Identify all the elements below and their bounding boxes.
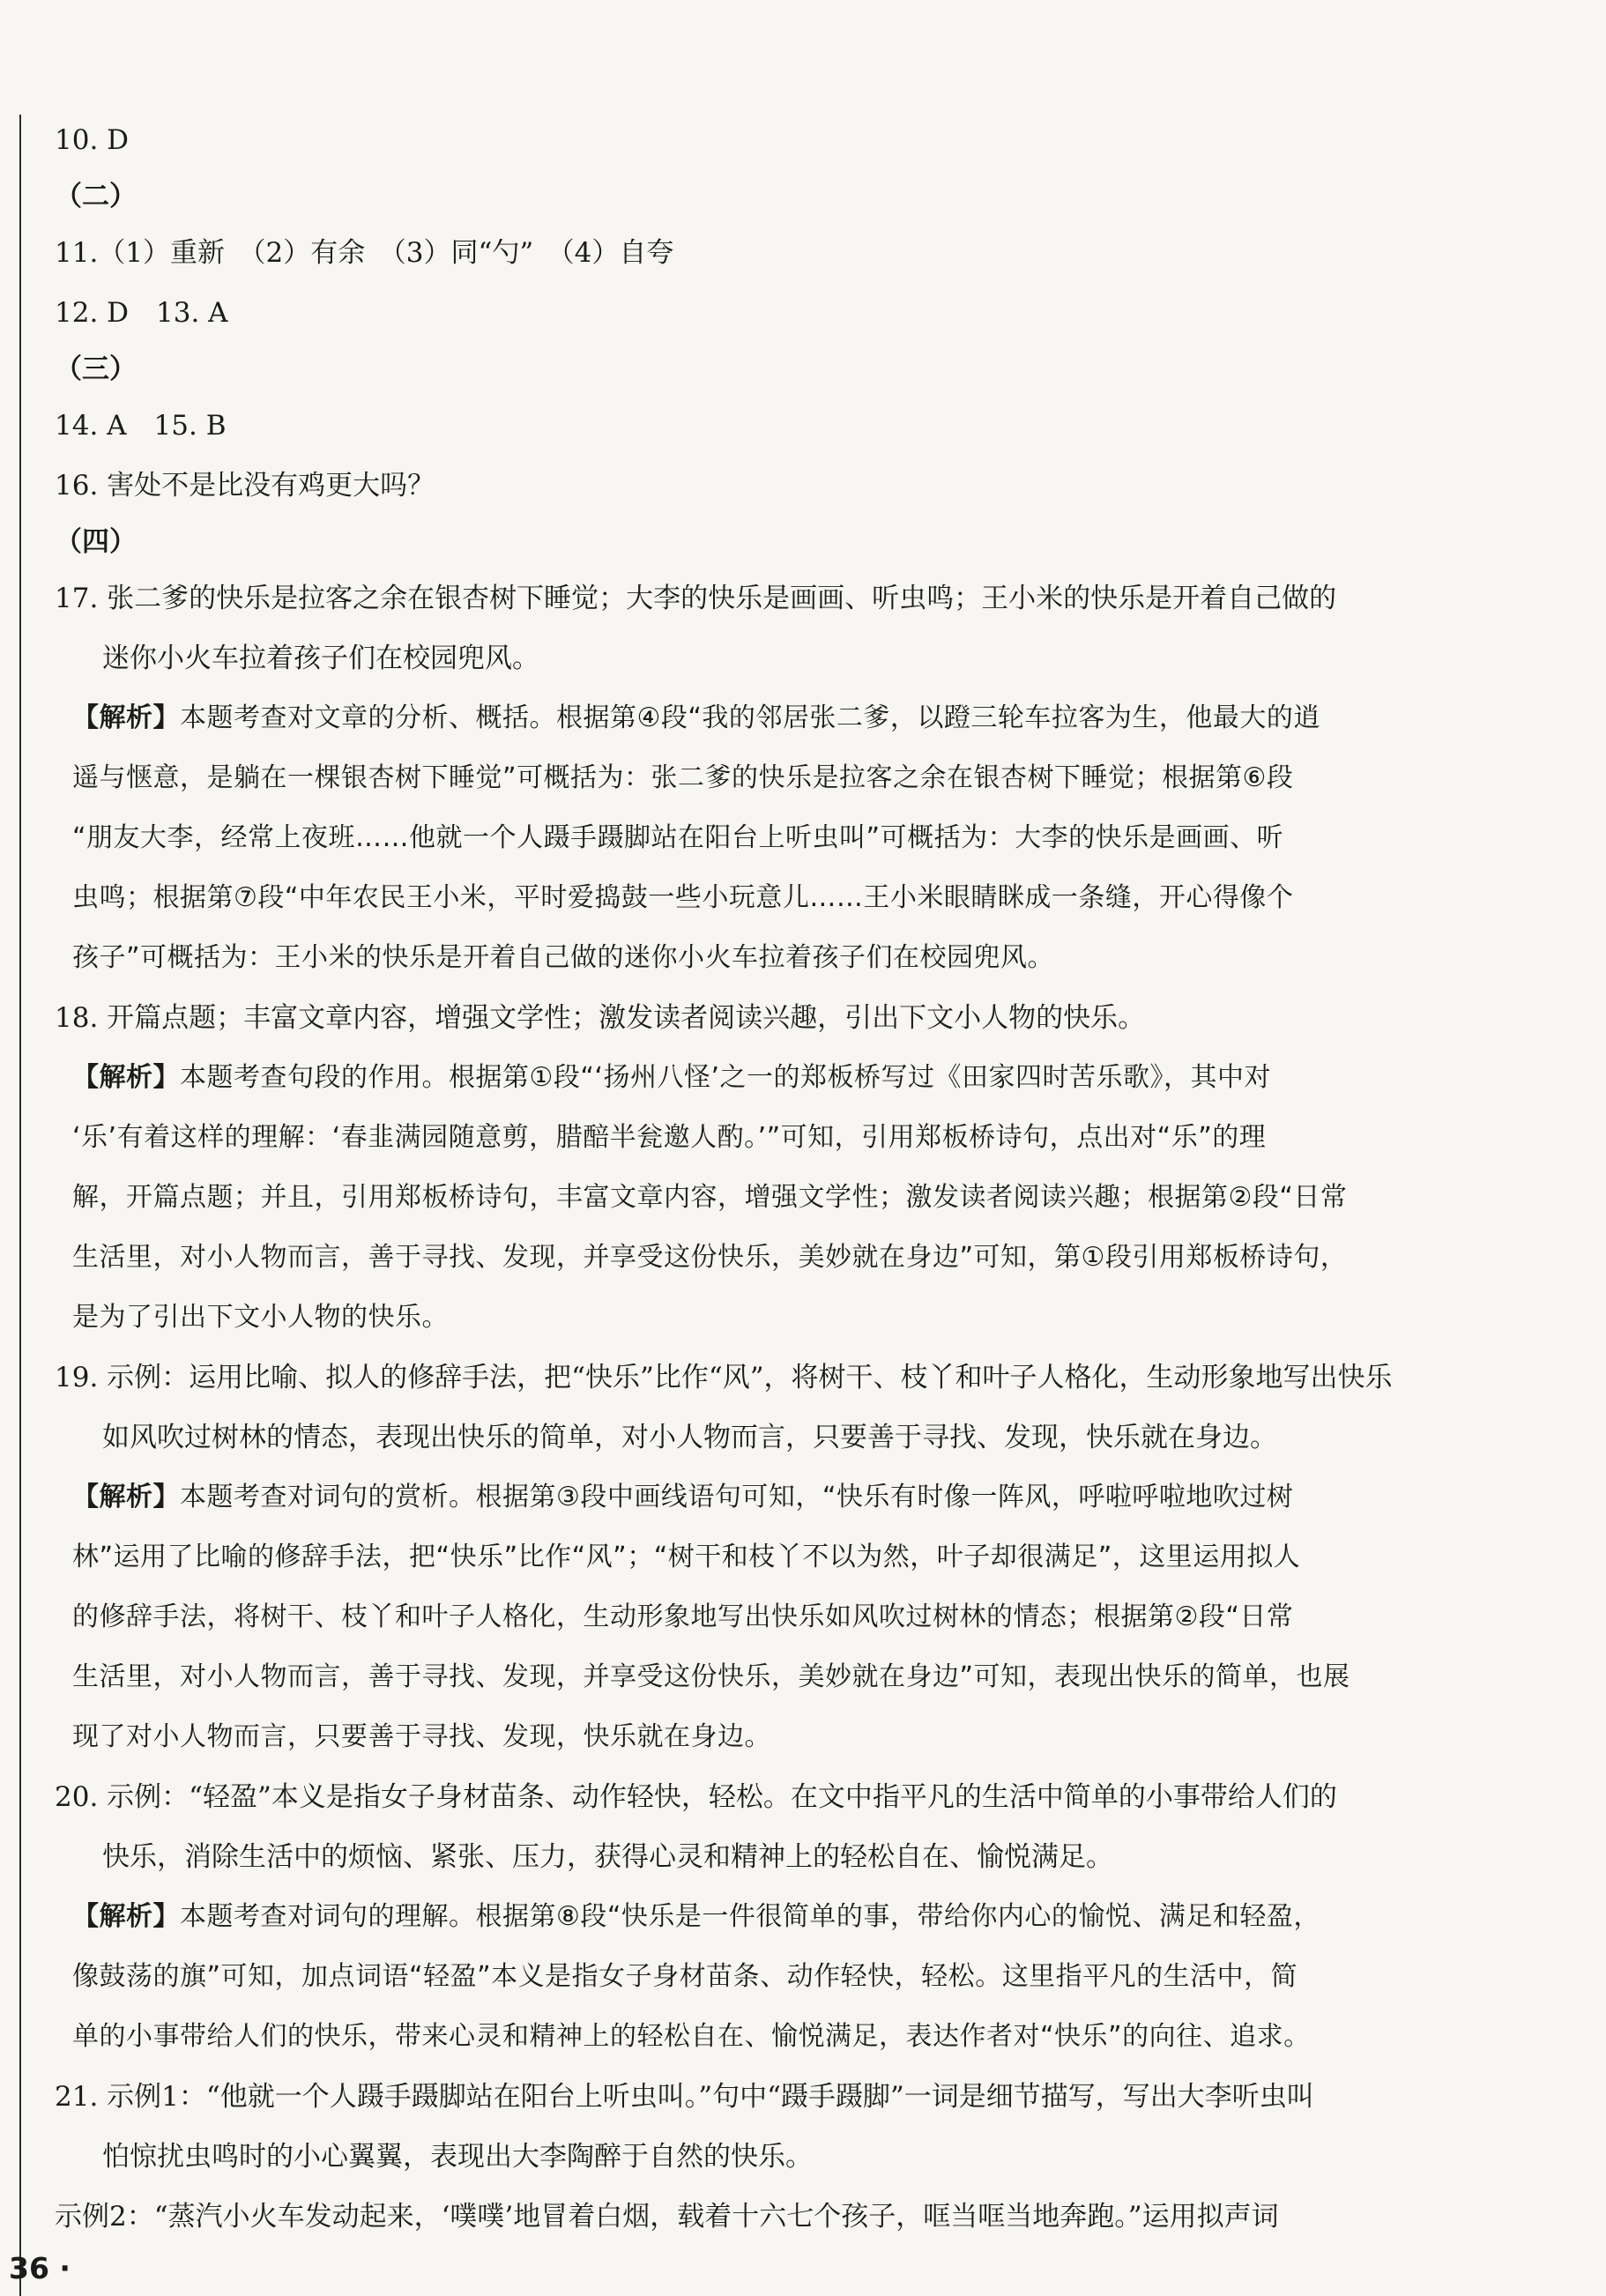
explanation-tag: 【解析】 bbox=[72, 1901, 180, 1932]
line-text: 虫鸣；根据第⑦段“中年农民王小米，平时爱捣鼓一些小玩意儿……王小米眼睛眯成一条缝，开心得像个 bbox=[72, 882, 1294, 913]
explanation-line bbox=[55, 1048, 1430, 1108]
line-text: ‘乐’有着这样的理解：‘春韭满园随意剪，腊醅半瓮邀人酌。’”可知，引用郑板桥诗句，点出对“乐”的理 bbox=[72, 1122, 1267, 1153]
explanation-continuation bbox=[55, 2007, 1430, 2067]
explanation-line bbox=[55, 1887, 1430, 1947]
answer-continuation bbox=[55, 2127, 1430, 2187]
explanation-continuation bbox=[55, 1228, 1430, 1288]
explanation-continuation bbox=[55, 1947, 1430, 2007]
explanation-tag: 【解析】 bbox=[72, 702, 180, 733]
section-heading bbox=[55, 170, 1430, 223]
answer-continuation bbox=[55, 1408, 1430, 1468]
line-text: 11.（1）重新 （2）有余 （3）同“勺” （4）自夸 bbox=[55, 237, 674, 269]
explanation-tag: 【解析】 bbox=[72, 1482, 180, 1512]
line-text: 林”运用了比喻的修辞手法，把“快乐”比作“风”；“树干和枝丫不以为然，叶子却很满足”，这里运用拟人 bbox=[72, 1542, 1301, 1572]
line-text: 18. 开篇点题；丰富文章内容，增强文学性；激发读者阅读兴趣，引出下文小人物的快乐。 bbox=[55, 1002, 1146, 1034]
line-text: （三） bbox=[55, 353, 137, 385]
explanation-continuation bbox=[55, 1288, 1430, 1348]
line-text: 21. 示例1：“他就一个人蹑手蹑脚站在阳台上听虫叫。”句中“蹑手蹑脚”一词是细节描写，写出大李听虫叫 bbox=[55, 2081, 1314, 2113]
answer-line bbox=[55, 1767, 1430, 1827]
line-text: 10. D bbox=[55, 124, 130, 156]
line-text: 现了对小人物而言，只要善于寻找、发现，快乐就在身边。 bbox=[72, 1721, 771, 1752]
line-text: 本题考查对词句的理解。根据第⑧段“快乐是一件很简单的事，带给你内心的愉悦、满足和轻盈， bbox=[180, 1901, 1320, 1932]
answer-line bbox=[55, 2067, 1430, 2127]
section-heading bbox=[55, 343, 1430, 396]
explanation-continuation bbox=[55, 1168, 1430, 1228]
line-text: 16. 害处不是比没有鸡更大吗？ bbox=[55, 470, 435, 502]
section-heading bbox=[55, 516, 1430, 568]
explanation-line bbox=[55, 688, 1430, 748]
explanation-line bbox=[55, 1468, 1430, 1527]
answer-line bbox=[55, 1348, 1430, 1408]
line-text: “朋友大李，经常上夜班……他就一个人蹑手蹑脚站在阳台上听虫叫”可概括为：大李的快乐是画画、听 bbox=[72, 822, 1284, 853]
explanation-continuation bbox=[55, 1527, 1430, 1587]
line-text: （二） bbox=[55, 181, 137, 212]
line-text: 14. A 15. B bbox=[55, 410, 227, 442]
line-text: 19. 示例：运用比喻、拟人的修辞手法，把“快乐”比作“风”，将树干、枝丫和叶子人格化，生动形象地写出快乐 bbox=[55, 1362, 1393, 1393]
page-number: 36 · bbox=[9, 2251, 71, 2285]
answer-content bbox=[55, 110, 1430, 2247]
line-text: 快乐，消除生活中的烦恼、紧张、压力，获得心灵和精神上的轻松自在、愉悦满足。 bbox=[102, 1841, 1113, 1873]
explanation-continuation bbox=[55, 748, 1430, 808]
line-text: 孩子”可概括为：王小米的快乐是开着自己做的迷你小火车拉着孩子们在校园兜风。 bbox=[72, 942, 1055, 973]
line-text: 的修辞手法，将树干、枝丫和叶子人格化，生动形象地写出快乐如风吹过树林的情态；根据第②段“日常 bbox=[72, 1601, 1294, 1632]
explanation-continuation bbox=[55, 868, 1430, 928]
line-text: 20. 示例：“轻盈”本义是指女子身材苗条、动作轻快，轻松。在文中指平凡的生活中简单的小事带给人们的 bbox=[55, 1781, 1337, 1813]
answer-continuation bbox=[55, 1827, 1430, 1887]
line-text: 如风吹过树林的情态，表现出快乐的简单，对小人物而言，只要善于寻找、发现，快乐就在身边。 bbox=[102, 1422, 1277, 1453]
explanation-continuation bbox=[55, 1108, 1430, 1168]
answer-line bbox=[55, 283, 1430, 343]
line-text: 生活里，对小人物而言，善于寻找、发现，并享受这份快乐，美妙就在身边”可知，第①段引用郑板桥诗句， bbox=[72, 1242, 1348, 1273]
line-text: 本题考查对词句的赏析。根据第③段中画线语句可知，“快乐有时像一阵风，呼啦呼啦地吹过树 bbox=[180, 1482, 1294, 1512]
explanation-continuation bbox=[55, 1647, 1430, 1707]
explanation-continuation bbox=[55, 1707, 1430, 1767]
margin-rule bbox=[19, 115, 21, 2296]
answer-line bbox=[55, 2187, 1430, 2247]
line-text: 生活里，对小人物而言，善于寻找、发现，并享受这份快乐，美妙就在身边”可知，表现出快乐的简单，也展 bbox=[72, 1661, 1350, 1692]
answer-line bbox=[55, 223, 1430, 283]
answer-line bbox=[55, 110, 1430, 170]
line-text: （四） bbox=[55, 526, 137, 558]
answer-line bbox=[55, 456, 1430, 516]
line-text: 解，开篇点题；并且，引用郑板桥诗句，丰富文章内容，增强文学性；激发读者阅读兴趣；根据第②段“日常 bbox=[72, 1182, 1348, 1213]
line-text: 单的小事带给人们的快乐，带来心灵和精神上的轻松自在、愉悦满足，表达作者对“快乐”的向往、追求。 bbox=[72, 2021, 1311, 2052]
answer-line bbox=[55, 568, 1430, 628]
explanation-tag: 【解析】 bbox=[72, 1062, 180, 1093]
line-text: 示例2：“蒸汽小火车发动起来，‘噗噗’地冒着白烟，载着十六七个孩子，哐当哐当地奔跑。”运用拟声词 bbox=[55, 2201, 1279, 2233]
explanation-continuation bbox=[55, 808, 1430, 868]
explanation-continuation bbox=[55, 1587, 1430, 1647]
line-text: 迷你小火车拉着孩子们在校园兜风。 bbox=[102, 643, 539, 674]
answer-line bbox=[55, 396, 1430, 456]
line-text: 像鼓荡的旗”可知，加点词语“轻盈”本义是指女子身材苗条、动作轻快，轻松。这里指平凡的生活中，简 bbox=[72, 1961, 1298, 1992]
line-text: 本题考查句段的作用。根据第①段“‘扬州八怪’之一的郑板桥写过《田家四时苦乐歌》，其中对 bbox=[180, 1062, 1272, 1093]
line-text: 是为了引出下文小人物的快乐。 bbox=[72, 1302, 449, 1333]
answer-line bbox=[55, 988, 1430, 1048]
line-text: 遥与惬意，是躺在一棵银杏树下睡觉”可概括为：张二爹的快乐是拉客之余在银杏树下睡觉；根据第⑥段 bbox=[72, 762, 1294, 793]
line-text: 本题考查对文章的分析、概括。根据第④段“我的邻居张二爹，以蹬三轮车拉客为生，他最大的逍 bbox=[180, 702, 1320, 733]
line-text: 怕惊扰虫鸣时的小心翼翼，表现出大李陶醉于自然的快乐。 bbox=[102, 2141, 813, 2173]
explanation-continuation bbox=[55, 928, 1430, 988]
line-text: 12. D 13. A bbox=[55, 297, 228, 329]
line-text: 17. 张二爹的快乐是拉客之余在银杏树下睡觉；大李的快乐是画画、听虫鸣；王小米的快乐是开着自己做的 bbox=[55, 583, 1337, 614]
answer-continuation bbox=[55, 628, 1430, 688]
